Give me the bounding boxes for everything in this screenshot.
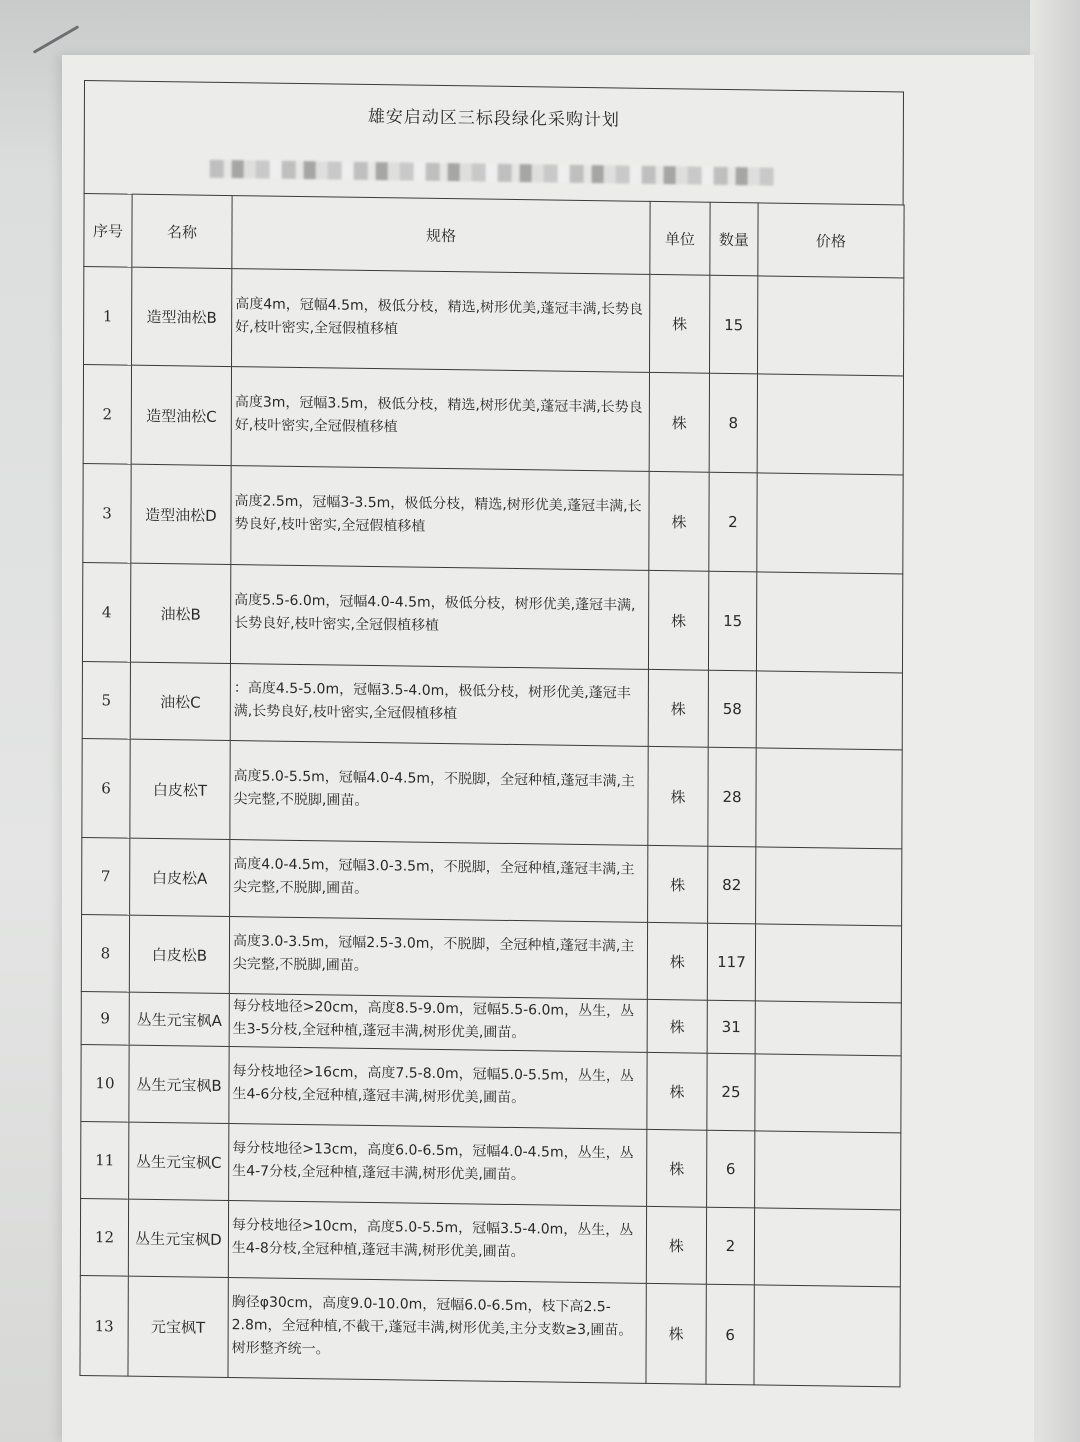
table-row xyxy=(80,1198,900,1286)
row-spec: 高度2.5m，冠幅3-3.5m，极低分枝，精选,树形优美,蓬冠丰满,长势良好,枝叶密实,全冠假植移植 xyxy=(231,466,649,571)
header-index: 序号 xyxy=(84,194,132,268)
table-row xyxy=(81,1044,901,1132)
row-spec: 高度3.0-3.5m，冠幅2.5-3.0m，不脱脚，全冠种植,蓬冠丰满,主尖完整,不脱脚,圃苗。 xyxy=(229,917,647,1000)
row-price xyxy=(757,473,903,574)
table-row xyxy=(84,266,904,375)
row-index: 9 xyxy=(81,991,129,1045)
table-row xyxy=(83,463,903,573)
row-qty: 58 xyxy=(708,670,756,748)
table-row xyxy=(82,837,902,925)
table-row xyxy=(83,364,903,474)
redacted-text xyxy=(210,160,775,186)
row-qty: 15 xyxy=(708,571,756,671)
row-name: 白皮松T xyxy=(130,739,230,839)
row-spec: 高度4.0-4.5m，冠幅3.0-3.5m，不脱脚，全冠种植,蓬冠丰满,主尖完整,不脱脚,圃苗。 xyxy=(230,840,648,923)
row-qty: 82 xyxy=(708,846,756,924)
row-spec: 高度5.0-5.5m，冠幅4.0-4.5m，不脱脚，全冠种植,蓬冠丰满,主尖完整,不脱脚,圃苗。 xyxy=(230,741,648,846)
row-price xyxy=(757,374,903,475)
row-spec: 高度5.5-6.0m，冠幅4.0-4.5m，极低分枝，树形优美,蓬冠丰满,长势良好,枝叶密实,全冠假植移植 xyxy=(230,565,648,670)
row-price xyxy=(755,924,901,1003)
row-price xyxy=(754,1208,900,1287)
row-qty: 15 xyxy=(710,275,758,374)
page-edge xyxy=(1030,0,1080,1442)
title-box xyxy=(84,80,904,204)
pen-mark xyxy=(33,25,80,54)
header-price: 价格 xyxy=(758,203,904,278)
row-qty: 31 xyxy=(707,1000,755,1054)
row-spec: 高度3m，冠幅3.5m，极低分枝，精选,树形优美,蓬冠丰满,长势良好,枝叶密实,全冠假植移植 xyxy=(231,367,649,472)
row-unit: 株 xyxy=(646,1283,706,1384)
row-index: 2 xyxy=(83,364,131,464)
procurement-table xyxy=(79,193,904,1387)
row-index: 10 xyxy=(81,1044,129,1122)
row-name: 丛生元宝枫D xyxy=(128,1199,228,1277)
row-spec: 高度4m，冠幅4.5m，极低分枝，精选,树形优美,蓬冠丰满,长势良好,枝叶密实,全冠假植移植 xyxy=(232,269,650,373)
table-header-row xyxy=(84,194,904,278)
row-name: 造型油松C xyxy=(131,365,231,465)
table-row xyxy=(82,661,902,749)
row-spec: 每分枝地径>16cm，高度7.5-8.0m，冠幅5.0-5.5m，丛生，丛生4-6分枝,全冠种植,蓬冠丰满,树形优美,圃苗。 xyxy=(229,1047,647,1130)
row-unit: 株 xyxy=(648,570,708,670)
row-name: 白皮松A xyxy=(130,838,230,916)
row-qty: 28 xyxy=(708,747,756,847)
row-price xyxy=(755,1001,901,1056)
header-name: 名称 xyxy=(132,194,232,268)
row-price xyxy=(754,1285,900,1387)
row-index: 4 xyxy=(82,562,130,662)
row-qty: 117 xyxy=(707,923,755,1001)
row-price xyxy=(758,276,904,376)
row-index: 11 xyxy=(81,1121,129,1199)
row-spec: 每分枝地径>10cm，高度5.0-5.5m，冠幅3.5-4.0m，丛生，丛生4-8分枝,全冠种植,蓬冠丰满,树形优美,圃苗。 xyxy=(228,1201,646,1284)
row-qty: 8 xyxy=(709,373,757,473)
row-index: 13 xyxy=(80,1275,128,1376)
table-row xyxy=(81,1121,901,1209)
row-name: 油松C xyxy=(130,662,230,740)
row-name: 造型油松B xyxy=(132,267,232,366)
document-title: 雄安启动区三标段绿化采购计划 xyxy=(367,106,620,131)
row-unit: 株 xyxy=(647,922,707,1000)
table-row xyxy=(80,1275,900,1386)
table-row xyxy=(82,562,902,672)
row-name: 丛生元宝枫C xyxy=(129,1122,229,1200)
row-unit: 株 xyxy=(647,1129,707,1207)
row-unit: 株 xyxy=(650,274,710,373)
row-unit: 株 xyxy=(647,999,707,1053)
row-name: 丛生元宝枫B xyxy=(129,1045,229,1123)
row-index: 8 xyxy=(81,914,129,992)
row-spec: 胸径φ30cm，高度9.0-10.0m，冠幅6.0-6.5m，枝下高2.5-2.8m，全冠种植,不截干,蓬冠丰满,树形优美,主分支数≥3,圃苗。树形整齐统一。 xyxy=(228,1278,646,1384)
row-name: 丛生元宝枫A xyxy=(129,992,229,1046)
row-qty: 2 xyxy=(709,472,757,572)
row-unit: 株 xyxy=(648,845,708,923)
row-spec: 每分枝地径>20cm，高度8.5-9.0m，冠幅5.5-6.0m，丛生，丛生3-5分枝,全冠种植,蓬冠丰满,树形优美,圃苗。 xyxy=(229,994,647,1053)
row-price xyxy=(755,1131,901,1210)
row-unit: 株 xyxy=(649,372,709,472)
row-spec: 每分枝地径>13cm，高度6.0-6.5m，冠幅4.0-4.5m，丛生，丛生4-7分枝,全冠种植,蓬冠丰满,树形优美,圃苗。 xyxy=(229,1124,647,1207)
procurement-table-wrap xyxy=(79,80,903,1381)
row-price xyxy=(756,671,902,750)
row-qty: 2 xyxy=(706,1207,754,1285)
row-qty: 6 xyxy=(707,1130,755,1208)
table-row xyxy=(81,914,901,1002)
row-index: 7 xyxy=(82,837,130,915)
row-index: 5 xyxy=(82,661,130,739)
row-spec: ：高度4.5-5.0m，冠幅3.5-4.0m，极低分枝，树形优美,蓬冠丰满,长势良好,枝叶密实,全冠假植移植 xyxy=(230,664,648,747)
row-unit: 株 xyxy=(648,746,708,846)
row-price xyxy=(755,1054,901,1133)
row-unit: 株 xyxy=(646,1206,706,1284)
row-name: 油松B xyxy=(130,563,230,663)
row-name: 元宝枫T xyxy=(128,1276,228,1377)
header-qty: 数量 xyxy=(710,202,758,276)
row-price xyxy=(756,572,902,673)
row-unit: 株 xyxy=(649,471,709,571)
row-price xyxy=(756,748,902,849)
header-spec: 规格 xyxy=(232,196,650,275)
row-index: 12 xyxy=(80,1198,128,1276)
row-index: 1 xyxy=(84,266,132,365)
row-name: 造型油松D xyxy=(131,464,231,564)
row-qty: 6 xyxy=(706,1284,754,1385)
row-index: 3 xyxy=(83,463,131,563)
row-unit: 株 xyxy=(648,669,708,747)
row-price xyxy=(756,847,902,926)
row-qty: 25 xyxy=(707,1053,755,1131)
row-name: 白皮松B xyxy=(129,915,229,993)
row-unit: 株 xyxy=(647,1052,707,1130)
row-index: 6 xyxy=(82,738,130,838)
table-row xyxy=(82,738,902,848)
header-unit: 单位 xyxy=(650,201,710,275)
